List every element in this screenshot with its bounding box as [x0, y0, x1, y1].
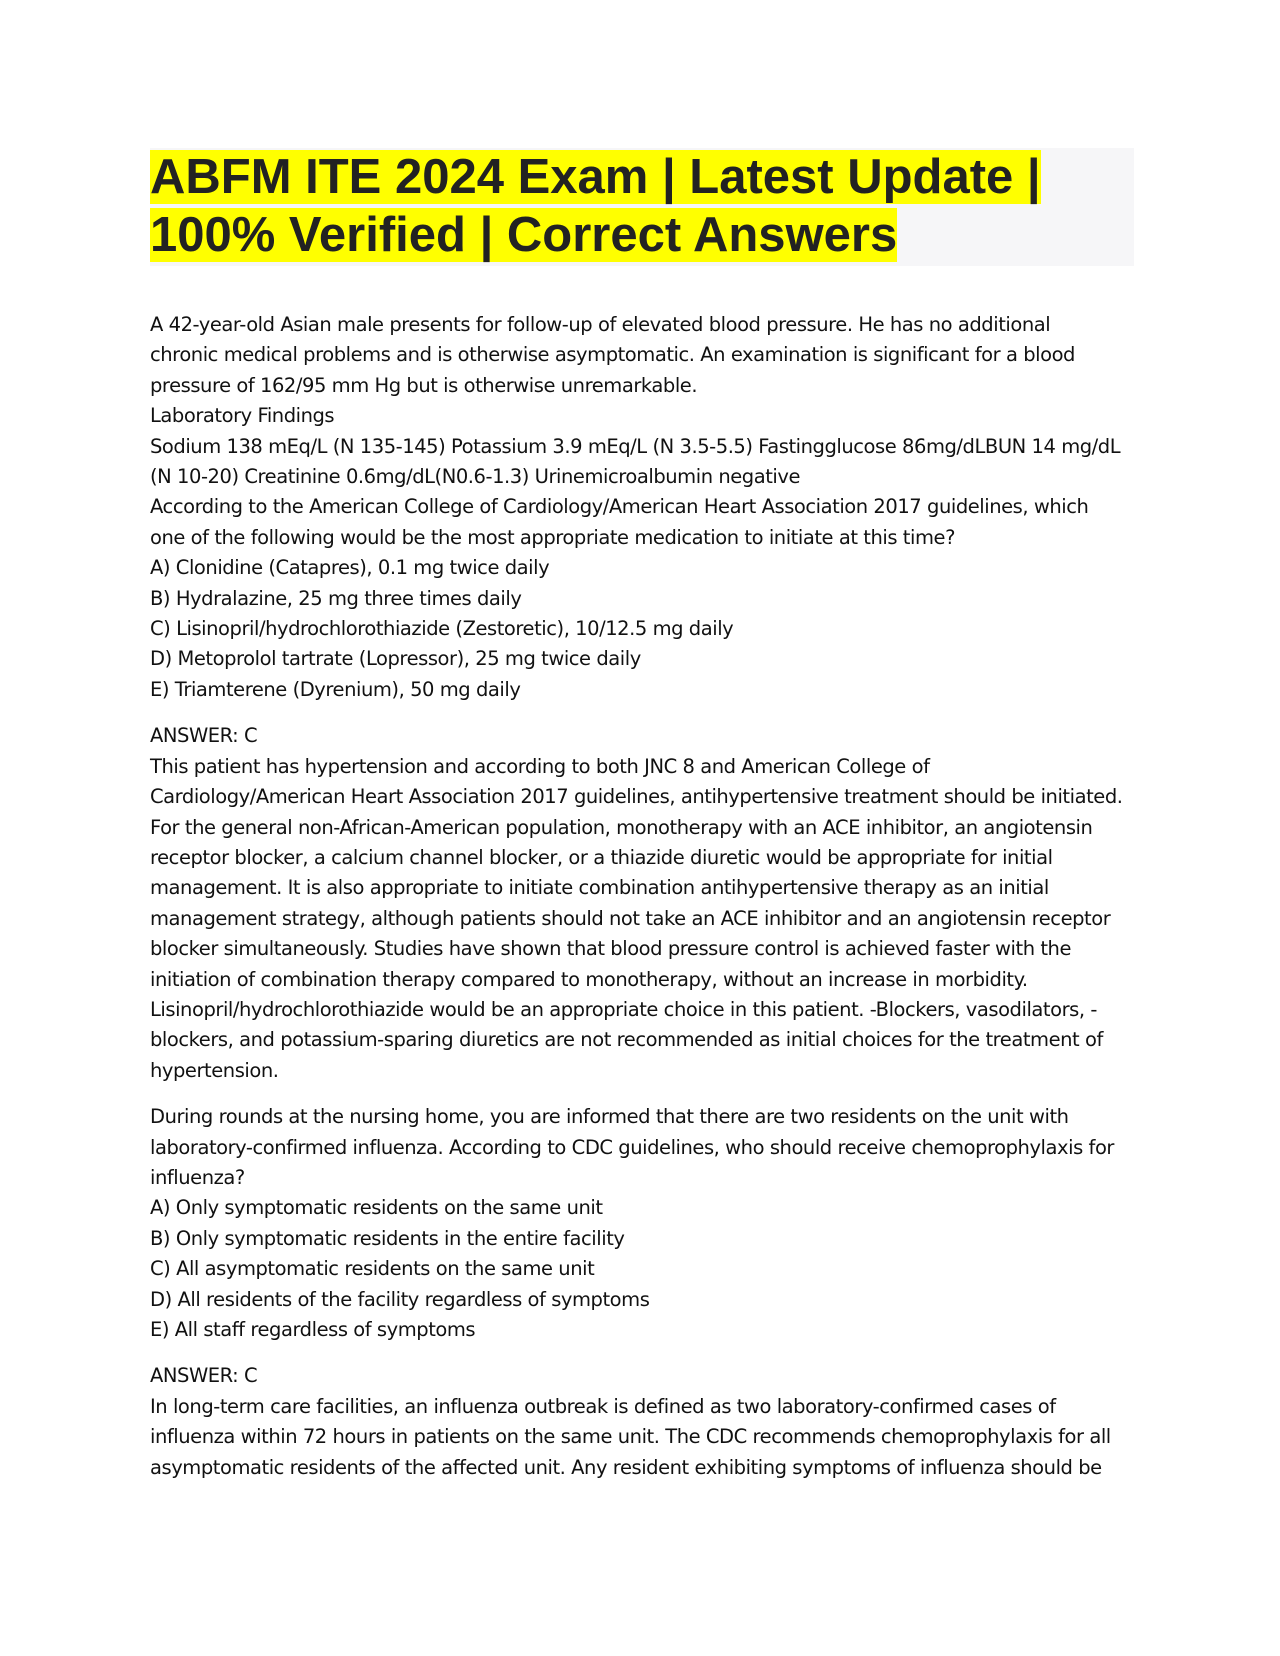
text-line: blockers, and potassium-sparing diuretics are not recommended as initial choices for the treatment of	[150, 1028, 1103, 1052]
text-line: influenza?	[150, 1165, 245, 1189]
text-line: For the general non-African-American population, monotherapy with an ACE inhibitor, an angiotensin	[150, 815, 1093, 839]
spacer	[150, 705, 1134, 721]
spacer	[150, 1086, 1134, 1102]
title-line-2: 100% Verified | Correct Answers	[150, 208, 898, 262]
question-1-options	[150, 553, 1134, 705]
answer-key: ANSWER: C	[150, 1364, 258, 1388]
answer-option-a: A) Clonidine (Catapres), 0.1 mg twice daily	[150, 556, 550, 580]
answer-option-e: E) All staff regardless of symptoms	[150, 1318, 476, 1341]
text-line: one of the following would be the most appropriate medication to initiate at this time?	[150, 525, 955, 549]
text-line: influenza within 72 hours in patients on the same unit. The CDC recommends chemoprophylaxis for all	[150, 1425, 1111, 1449]
answer-option-c: C) Lisinopril/hydrochlorothiazide (Zestoretic), 10/12.5 mg daily	[150, 617, 734, 641]
answer-option-d: D) Metoprolol tartrate (Lopressor), 25 mg twice daily	[150, 647, 641, 671]
text-line: (N 10-20) Creatinine 0.6mg/dL(N0.6-1.3) Urinemicroalbumin negative	[150, 465, 801, 489]
text-line: pressure of 162/95 mm Hg but is otherwise unremarkable.	[150, 373, 698, 397]
text-line: management strategy, although patients should not take an ACE inhibitor and an angiotensin receptor	[150, 906, 1111, 930]
text-line: In long-term care facilities, an influenza outbreak is defined as two laboratory-confirmed cases of	[150, 1394, 1056, 1418]
text-line: management. It is also appropriate to initiate combination antihypertensive therapy as an initial	[150, 876, 1049, 900]
text-line: asymptomatic residents of the affected unit. Any resident exhibiting symptoms of influenza should be	[150, 1455, 1102, 1479]
text-line: Cardiology/American Heart Association 2017 guidelines, antihypertensive treatment should be initiated.	[150, 785, 1123, 809]
text-line: Sodium 138 mEq/L (N 135-145) Potassium 3.9 mEq/L (N 3.5-5.5) Fastingglucose 86mg/dLBUN 14 mg/dL	[150, 434, 1121, 458]
question-2-explanation	[150, 1392, 1134, 1483]
answer-key: ANSWER: C	[150, 724, 258, 748]
question-2	[150, 1102, 1134, 1483]
title-block	[150, 148, 1134, 266]
question-1	[150, 310, 1134, 1086]
document-body	[150, 310, 1134, 1483]
text-line: blocker simultaneously. Studies have shown that blood pressure control is achieved faster with the	[150, 937, 1071, 961]
text-line: A 42-year-old Asian male presents for follow-up of elevated blood pressure. He has no additional	[150, 313, 1051, 336]
spacer	[150, 1345, 1134, 1361]
answer-option-b: B) Only symptomatic residents in the entire facility	[150, 1226, 625, 1250]
text-line: This patient has hypertension and according to both JNC 8 and American College of	[150, 754, 930, 778]
question-2-stem	[150, 1102, 1134, 1193]
text-line: chronic medical problems and is otherwise asymptomatic. An examination is significant for a blood	[150, 343, 1075, 367]
text-line: According to the American College of Cardiology/American Heart Association 2017 guidelines, which	[150, 495, 1089, 519]
text-line: receptor blocker, a calcium channel blocker, or a thiazide diuretic would be appropriate for initial	[150, 845, 1053, 869]
text-line: initiation of combination therapy compared to monotherapy, without an increase in morbidity.	[150, 967, 1028, 991]
text-line: laboratory-confirmed influenza. According to CDC guidelines, who should receive chemoprophylaxis for	[150, 1135, 1115, 1159]
text-line: During rounds at the nursing home, you are informed that there are two residents on the unit with	[150, 1105, 1069, 1129]
text-line: Laboratory Findings	[150, 404, 335, 428]
question-1-explanation	[150, 752, 1134, 1086]
text-line: hypertension.	[150, 1058, 279, 1082]
answer-option-a: A) Only symptomatic residents on the same unit	[150, 1196, 603, 1220]
answer-option-d: D) All residents of the facility regardless of symptoms	[150, 1287, 650, 1311]
document-title	[150, 148, 1134, 264]
title-line-1: ABFM ITE 2024 Exam | Latest Update |	[150, 150, 1041, 204]
question-2-options	[150, 1193, 1134, 1345]
answer-option-e: E) Triamterene (Dyrenium), 50 mg daily	[150, 677, 521, 701]
answer-option-c: C) All asymptomatic residents on the same unit	[150, 1257, 595, 1281]
answer-option-b: B) Hydralazine, 25 mg three times daily	[150, 586, 522, 610]
text-line: Lisinopril/hydrochlorothiazide would be an appropriate choice in this patient. -Blockers, vasodilators, -	[150, 997, 1097, 1021]
question-1-stem	[150, 310, 1134, 553]
